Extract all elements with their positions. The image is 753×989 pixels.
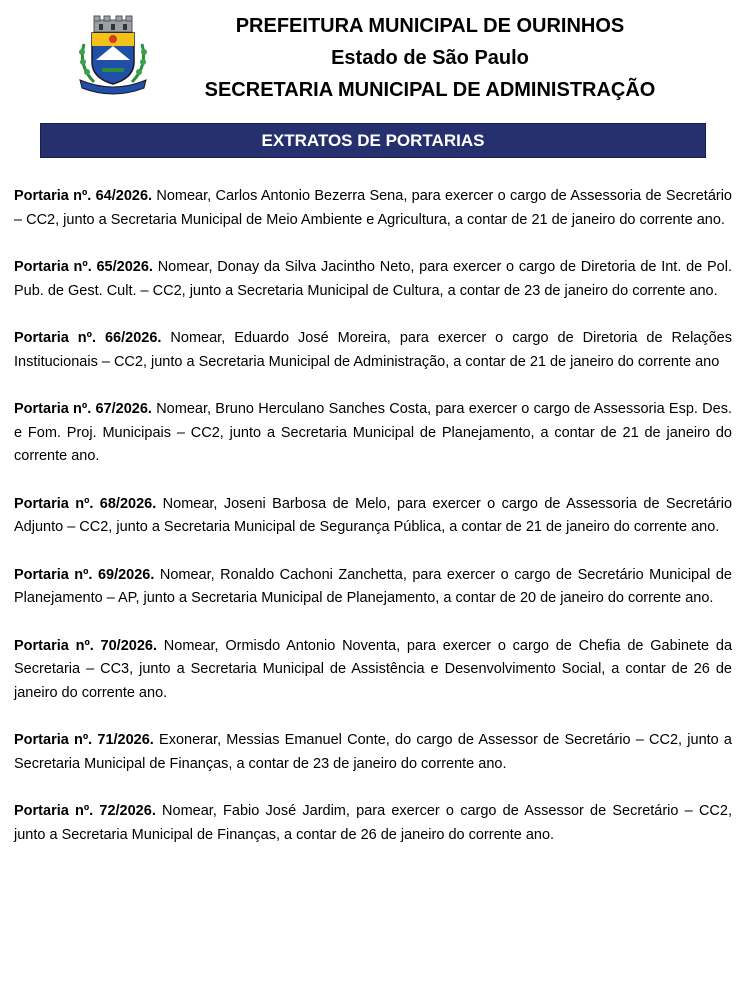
portaria-entry [14, 398, 732, 469]
header-line-municipality: PREFEITURA MUNICIPAL DE OURINHOS [235, 15, 625, 37]
portaria-entry [14, 635, 732, 706]
header-titles [170, 10, 690, 106]
portaria-number: Portaria nº. 70/2026. [14, 637, 157, 654]
portaria-entry [14, 729, 732, 776]
portaria-number: Portaria nº. 68/2026. [14, 495, 157, 512]
header-line-secretariat: SECRETARIA MUNICIPAL DE ADMINISTRAÇÃO [204, 79, 656, 101]
section-banner: EXTRATOS DE PORTARIAS [40, 123, 706, 158]
portaria-entry [14, 564, 732, 611]
portaria-entry [14, 256, 732, 303]
portaria-text: Nomear, Donay da Silva Jacintho Neto, para exercer o cargo de Diretoria de Int. de Pol. Pub. de Gest. Cult. – CC2, junto a Secretaria Municipal de Cultura, a contar de 23 de janeiro do corrente ano. [14, 259, 732, 299]
portaria-list [14, 185, 732, 871]
portaria-entry [14, 185, 732, 232]
portaria-number: Portaria nº. 71/2026. [14, 732, 154, 748]
portaria-number: Portaria nº. 69/2026. [14, 566, 155, 583]
portaria-number: Portaria nº. 72/2026. [14, 803, 156, 819]
portaria-number: Portaria nº. 67/2026. [14, 401, 152, 417]
portaria-text: Nomear, Ronaldo Cachoni Zanchetta, para exercer o cargo de Secretário Municipal de Planejamento – AP, junto a Secretaria Municipal de Planejamento, a contar de 20 de janeiro do corrente ano. [14, 566, 732, 606]
portaria-number: Portaria nº. 64/2026. [14, 188, 153, 204]
portaria-entry [14, 493, 732, 540]
portaria-number: Portaria nº. 65/2026. [14, 259, 153, 275]
portaria-text: Nomear, Ormisdo Antonio Noventa, para exercer o cargo de Chefia de Gabinete da Secretaria – CC3, junto a Secretaria Municipal de Assistência e Desenvolvimento Social, a contar de 26 de janeiro do corrente ano. [14, 637, 733, 701]
portaria-text: Exonerar, Messias Emanuel Conte, do cargo de Assessor de Secretário – CC2, junto a Secretaria Municipal de Finanças, a contar de 23 de janeiro do corrente ano. [14, 732, 732, 772]
portaria-text: Nomear, Bruno Herculano Sanches Costa, para exercer o cargo de Assessoria Esp. Des. e Fom. Proj. Municipais – CC2, junto a Secretaria Municipal de Planejamento, a contar de 21 de janeiro do corrente ano. [14, 401, 733, 464]
portaria-entry [14, 800, 732, 847]
header-line-state: Estado de São Paulo [331, 47, 529, 69]
portaria-text: Nomear, Eduardo José Moreira, para exercer o cargo de Diretoria de Relações Institucionais – CC2, junto a Secretaria Municipal de Administração, a contar de 21 de janeiro do corrente ano [14, 330, 732, 370]
document-header [0, 0, 753, 110]
municipal-coat-of-arms-icon [72, 14, 154, 96]
portaria-text: Nomear, Joseni Barbosa de Melo, para exercer o cargo de Assessoria de Secretário Adjunto – CC2, junto a Secretaria Municipal de Segurança Pública, a contar de 21 de janeiro do corrente ano. [14, 495, 733, 535]
portaria-entry [14, 327, 732, 374]
portaria-text: Nomear, Fabio José Jardim, para exercer o cargo de Assessor de Secretário – CC2, junto a Secretaria Municipal de Finanças, a contar de 26 de janeiro do corrente ano. [14, 803, 732, 843]
portaria-number: Portaria nº. 66/2026. [14, 330, 162, 346]
portaria-text: Nomear, Carlos Antonio Bezerra Sena, para exercer o cargo de Assessoria de Secretário – CC2, junto a Secretaria Municipal de Meio Ambiente e Agricultura, a contar de 21 de janeiro do corrente ano. [14, 188, 732, 228]
